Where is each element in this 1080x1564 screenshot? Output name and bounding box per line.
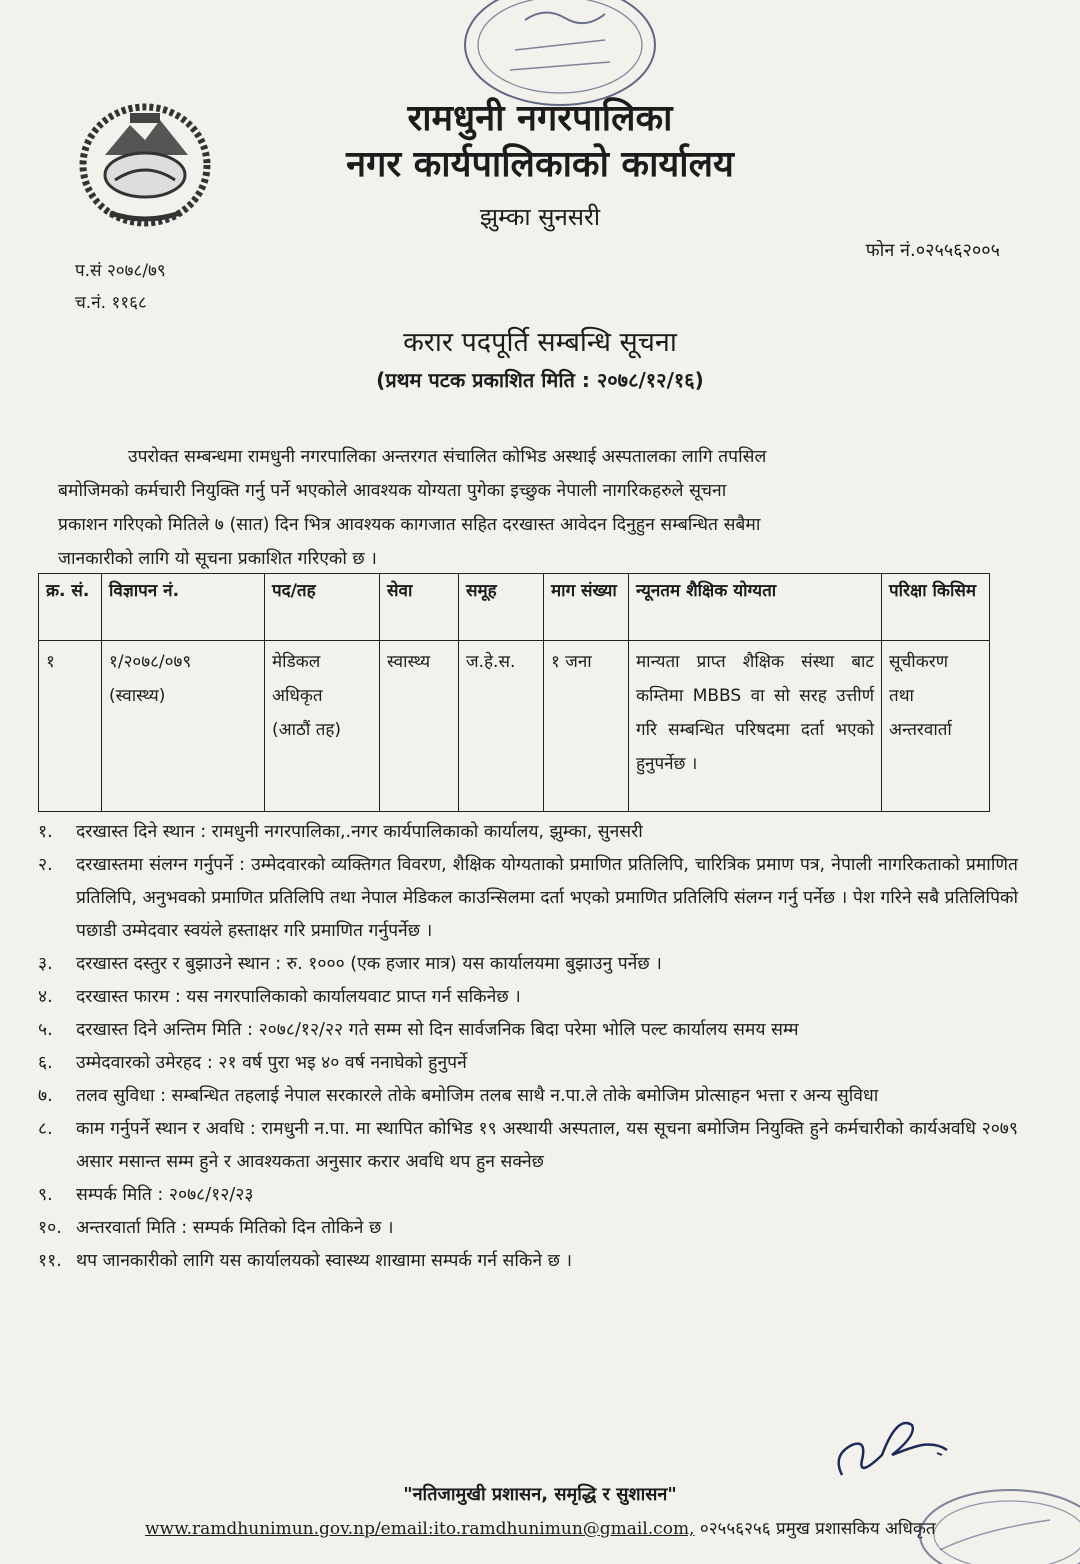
col-header-group: समूह [459,574,544,641]
item-text: दरखास्त दिने अन्तिम मिति : २०७८/१२/२२ गते सम्म सो दिन सार्वजनिक बिदा परेमा भोलि पल्ट कार्यालय समय सम्म [76,1020,799,1040]
col-header-sn: क्र. सं. [39,574,102,641]
item-text: दरखास्त फारम : यस नगरपालिकाको कार्यालयवाट प्राप्त गर्न सकिनेछ । [76,987,521,1007]
list-item [38,1080,1018,1113]
list-item [38,981,1018,1014]
list-item [38,816,1018,849]
cell-post [265,641,380,812]
item-text: दरखास्त दिने स्थान : रामधुनी नगरपालिका,.नगर कार्यपालिकाको कार्यालय, झुम्का, सुनसरी [76,822,643,842]
dispatch-number: च.नं. ११६८ [75,293,147,313]
col-header-qualification: न्यूनतम शैक्षिक योग्यता [629,574,882,641]
item-text: सम्पर्क मिति : २०७८/१२/२३ [76,1185,254,1205]
cell-exam-type [882,641,990,812]
office-title: रामधुनी नगरपालिका [407,97,673,139]
publish-date: (प्रथम पटक प्रकाशित मिति : २०७८/१२/१६) [376,368,704,392]
post-line: (आठौं तह) [272,720,342,740]
footer-contact [145,1516,936,1539]
cell-demand: १ जना [544,641,629,812]
intro-paragraph [58,440,1013,576]
post-line: मेडिकल [272,652,321,672]
item-number: ६. [38,1053,53,1073]
col-header-service: सेवा [380,574,459,641]
list-item [38,1014,1018,1047]
item-text: दरखास्त दस्तुर र बुझाउने स्थान : रु. १००० (एक हजार मात्र) यस कार्यालयमा बुझाउनु पर्नेछ । [76,954,662,974]
intro-line: प्रकाशन गरिएको मितिले ७ (सात) दिन भित्र आवश्यक कागजात सहित दरखास्त आवेदन दिनुहुन सम्बन्धित सबैमा [58,515,761,535]
list-item [38,1245,1018,1278]
item-number: ३. [38,954,53,974]
cell-sn: १ [39,641,102,812]
cell-ad-no [102,641,265,812]
item-text: अन्तरवार्ता मिति : सम्पर्क मितिको दिन तोकिने छ । [76,1218,394,1238]
intro-line: जानकारीको लागि यो सूचना प्रकाशित गरिएको छ । [58,549,377,569]
office-phone: फोन नं.०२५५६२००५ [865,240,1000,261]
item-text: तलव सुविधा : सम्बन्धित तहलाई नेपाल सरकारले तोके बमोजिम तलब साथै न.पा.ले तोके बमोजिम प्रोत्साहन भत्ता र अन्य सुविधा [76,1086,879,1106]
col-header-exam-type: परिक्षा किसिम [882,574,990,641]
item-text: काम गर्नुपर्ने स्थान र अवधि : रामधुनी न.पा. मा स्थापित कोभिड १९ अस्थायी अस्पताल, यस सूचना बमोजिम नियुक्ति हुने कर्मचारीको कार्यअवधि २०७९ असार मसान्त सम्म हुने र आवश्यकता अनुसार करार अवधि थप हुन सक्नेछ [76,1119,1018,1172]
office-subtitle: नगर कार्यपालिकाको कार्यालय [346,143,734,185]
office-stamp-bottom [900,1465,1080,1564]
cell-qualification: मान्यता प्राप्त शैक्षिक संस्था बाट कम्तिमा MBBS वा सो सरह उत्तीर्ण गरि सम्बन्धित परिषदमा दर्ता भएको हुनुपर्नेछ । [629,641,882,812]
intro-line: बमोजिमको कर्मचारी नियुक्ति गर्नु पर्ने भएकोले आवश्यक योग्यता पुगेका इच्छुक नेपाली नागरिकहरुले सूचना [58,481,727,501]
notice-subject: करार पदपूर्ति सम्बन्धि सूचना [403,327,677,358]
list-item [38,1212,1018,1245]
item-number: १०. [38,1218,62,1238]
list-item [38,1179,1018,1212]
item-number: २. [38,855,53,875]
table-row [39,641,990,812]
office-address: झुम्का सुनसरी [479,203,601,231]
item-number: ४. [38,987,53,1007]
col-header-demand: माग संख्या [544,574,629,641]
website-email-link[interactable]: www.ramdhunimun.gov.np/email:ito.ramdhunimun@gmail.com, [145,1519,695,1539]
post-line: अधिकृत [272,686,323,706]
item-text: उम्मेदवारको उमेरहद : २१ वर्ष पुरा भइ ४० वर्ष ननाघेको हुनुपर्ने [76,1053,467,1073]
item-number: ७. [38,1086,53,1106]
ad-number: १/२०७८/०७९ [109,652,192,672]
table-header-row [39,574,990,641]
item-number: ८. [38,1119,53,1139]
list-item [38,1047,1018,1080]
exam-line: सूचीकरण [889,652,948,672]
list-item [38,849,1018,948]
exam-line: अन्तरवार्ता [889,720,952,740]
item-number: ९. [38,1185,53,1205]
footer-motto: "नतिजामुखी प्रशासन, समृद्धि र सुशासन" [403,1484,677,1505]
item-number: ११. [38,1251,62,1271]
intro-line: उपरोक्त सम्बन्धमा रामधुनी नगरपालिका अन्तरगत संचालित कोभिड अस्थाई अस्पतालका लागि तपसिल [128,447,767,467]
cell-service: स्वास्थ्य [380,641,459,812]
terms-list [38,816,1018,1278]
col-header-ad-no: विज्ञापन नं. [102,574,265,641]
list-item [38,948,1018,981]
vacancy-table [38,573,990,812]
item-number: १. [38,822,53,842]
ad-note: (स्वास्थ्य) [109,686,166,706]
item-text: दरखास्तमा संलग्न गर्नुपर्ने : उम्मेदवारको व्यक्तिगत विवरण, शैक्षिक योग्यताको प्रमाणित प्रतिलिपि, चारित्रिक प्रमाण पत्र, नेपाली नागरिकताको प्रमाणित प्रतिलिपि, अनुभवको प्रमाणित प्रतिलिपि तथा नेपाल मेडिकल काउन्सिलमा दर्ता भएको प्रमाणित प्रतिलिपि संलग्न गर्नु पर्नेछ । पेश गरिने सबै प्रतिलिपिको पछाडी उम्मेदवार स्वयंले हस्ताक्षर गरि प्रमाणित गर्नुपर्नेछ । [76,855,1018,941]
footer-phone-sign: ०२५५६२५६ प्रमुख प्रशासकिय अधिकृत [699,1519,936,1539]
cell-group: ज.हे.स. [459,641,544,812]
exam-line: तथा [889,686,914,706]
item-text: थप जानकारीको लागि यस कार्यालयको स्वास्थ्य शाखामा सम्पर्क गर्न सकिने छ । [76,1251,573,1271]
col-header-post: पद/तह [265,574,380,641]
item-number: ५. [38,1020,53,1040]
list-item [38,1113,1018,1179]
reference-number: प.सं २०७८/७९ [75,261,166,281]
